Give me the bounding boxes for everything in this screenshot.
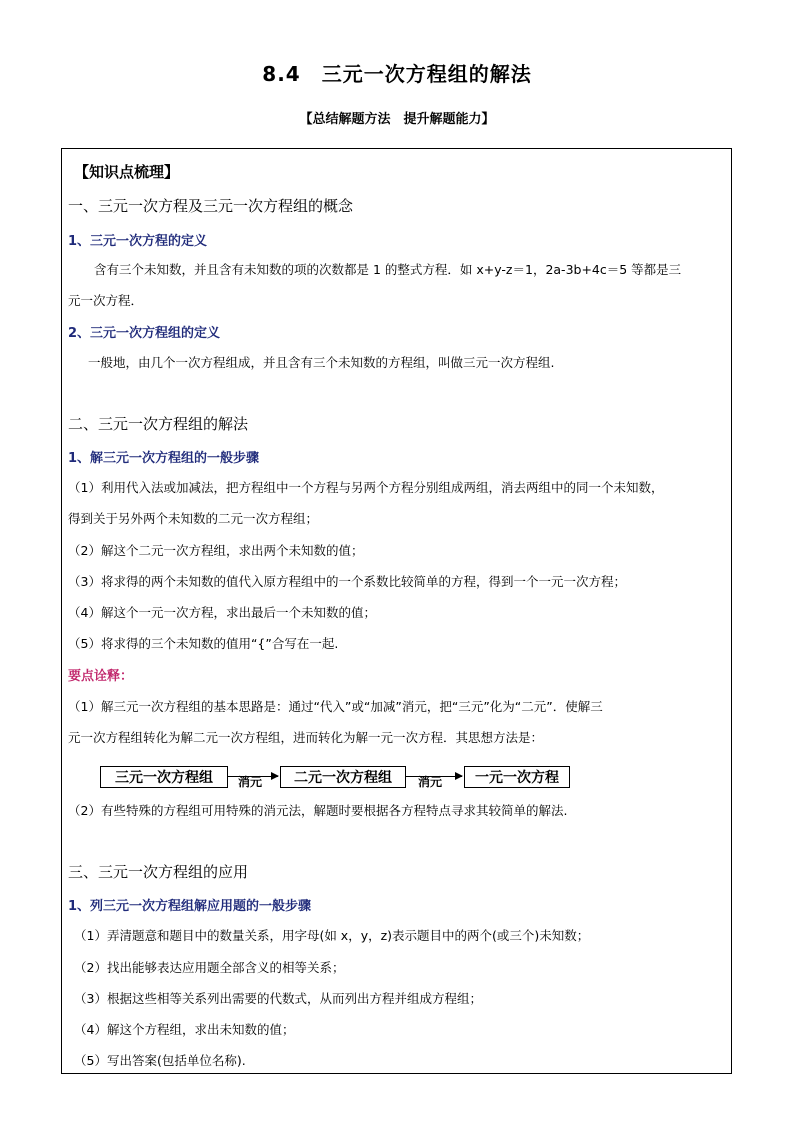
part3-step3: （3）根据这些相等关系列出需要的代数式，从而列出方程并组成方程组； <box>74 991 482 1006</box>
part2-step4: （4）解这个一元一次方程，求出最后一个未知数的值； <box>68 605 376 620</box>
part1-sub2-text: 一般地，由几个一次方程组成，并且含有三个未知数的方程组，叫做三元一次方程组. <box>88 355 555 370</box>
part3-step5: （5）写出答案(包括单位名称). <box>74 1053 246 1068</box>
part2-note1-cont: 元一次方程组转化为解二元一次方程组，进而转化为解一元一次方程．其思想方法是： <box>68 730 544 745</box>
part1-heading: 一、三元一次方程及三元一次方程组的概念 <box>68 197 354 215</box>
flow-arrow-1-label: 消元 <box>238 775 263 789</box>
page-title: 8.4 三元一次方程组的解法 <box>262 62 532 86</box>
part3-step1: （1）弄清题意和题目中的数量关系，用字母(如 x，y，z)表示题目中的两个(或三个)未知数； <box>74 928 590 943</box>
part1-sub1-text: 含有三个未知数，并且含有未知数的项的次数都是 1 的整式方程．如 x+y-z＝1，2a-3b+4c＝5 等都是三 <box>94 262 682 277</box>
flow-arrow-1 <box>228 775 278 789</box>
flow-arrow-2 <box>406 775 462 789</box>
part2-sub1: 1、解三元一次方程组的一般步骤 <box>68 451 260 466</box>
flow-box-one-variable: 一元一次方程 <box>464 766 570 788</box>
part2-note1: （1）解三元一次方程组的基本思路是：通过“代入”或“加减”消元，把“三元”化为“二元”．使解三 <box>68 699 603 714</box>
part2-step2: （2）解这个二元一次方程组，求出两个未知数的值； <box>68 543 364 558</box>
page-subtitle: 【总结解题方法 提升解题能力】 <box>299 112 495 127</box>
part1-sub2: 2、三元一次方程组的定义 <box>68 326 221 341</box>
part3-step4: （4）解这个方程组，求出未知数的值； <box>74 1022 295 1037</box>
part1-sub1: 1、三元一次方程的定义 <box>68 234 208 249</box>
part2-step5: （5）将求得的三个未知数的值用“{”合写在一起. <box>68 636 339 651</box>
part2-step1-cont: 得到关于另外两个未知数的二元一次方程组； <box>68 511 319 526</box>
elimination-flow-diagram <box>100 761 620 791</box>
part3-sub1: 1、列三元一次方程组解应用题的一般步骤 <box>68 899 312 914</box>
flow-box-three-variable: 三元一次方程组 <box>100 766 228 788</box>
key-points-label: 要点诠释： <box>68 669 134 684</box>
part3-step2: （2）找出能够表达应用题全部含义的相等关系； <box>74 960 345 975</box>
part2-heading: 二、三元一次方程组的解法 <box>68 415 249 433</box>
part2-step3: （3）将求得的两个未知数的值代入原方程组中的一个系数比较简单的方程，得到一个一元一次方程； <box>68 574 626 589</box>
section-header: 【知识点梳理】 <box>74 163 180 181</box>
part3-heading: 三、三元一次方程组的应用 <box>68 863 249 881</box>
part1-sub1-text-cont: 元一次方程． <box>68 293 144 308</box>
flow-box-two-variable: 二元一次方程组 <box>280 766 406 788</box>
content-box <box>61 148 732 1074</box>
flow-arrow-2-label: 消元 <box>418 775 443 789</box>
part2-note2: （2）有些特殊的方程组可用特殊的消元法，解题时要根据各方程特点寻求其较简单的解法. <box>68 803 568 818</box>
part2-step1: （1）利用代入法或加减法，把方程组中一个方程与另两个方程分别组成两组，消去两组中的同一个未知数， <box>68 480 664 495</box>
